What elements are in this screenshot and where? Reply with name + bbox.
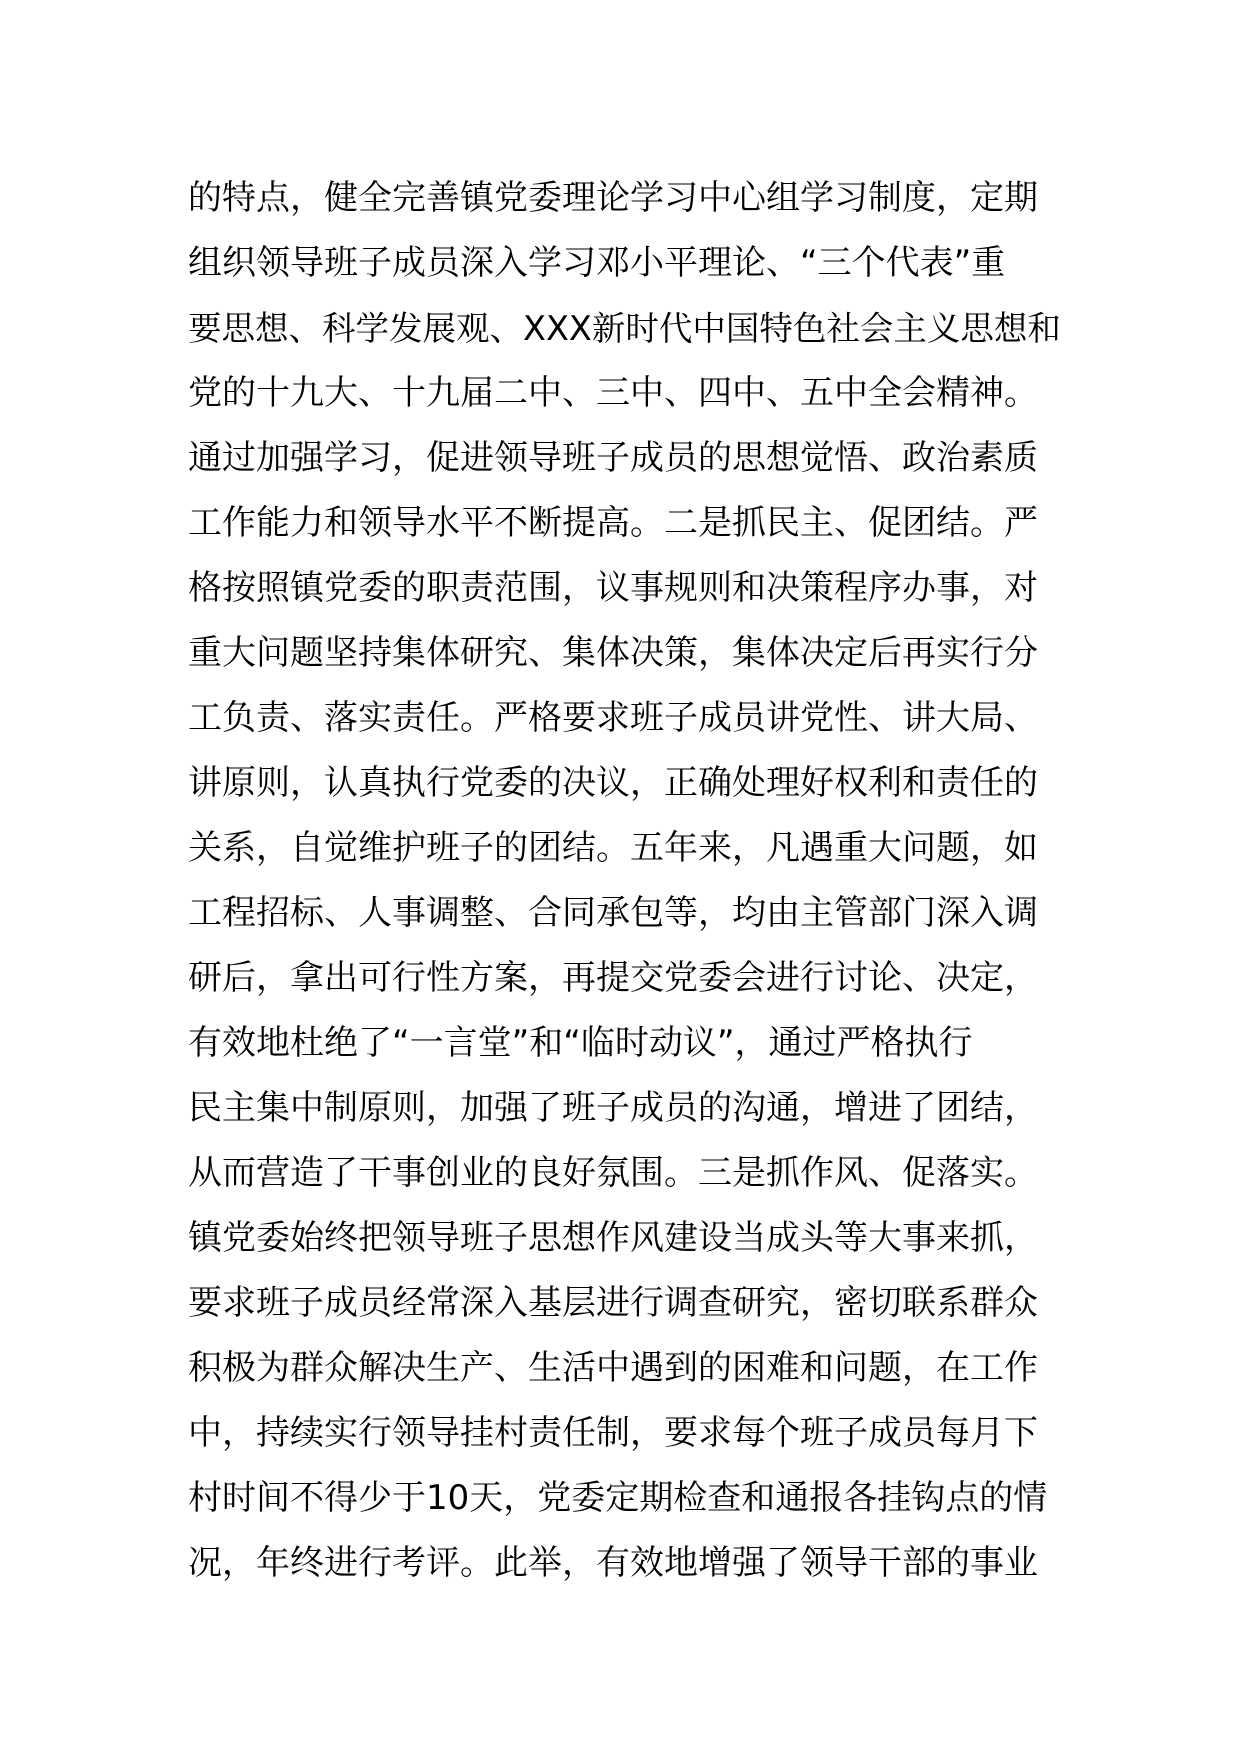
text-line: 中，持续实行领导挂村责任制，要求每个班子成员每月下: [188, 1413, 1038, 1453]
text-line: 有效地杜绝了“一言堂”和“临时动议”，通过严格执行: [188, 1023, 973, 1063]
text-line: 研后，拿出可行性方案，再提交党委会进行讨论、决定，: [188, 958, 1038, 998]
text-line: 要求班子成员经常深入基层进行调查研究，密切联系群众: [188, 1283, 1038, 1323]
text-line: 要思想、科学发展观、XXX新时代中国特色社会主义思想和: [188, 309, 1061, 348]
text-line: 党的十九大、十九届二中、三中、四中、五中全会精神。: [188, 373, 1038, 413]
text-line: 工作能力和领导水平不断提高。二是抓民主、促团结。严: [188, 503, 1038, 543]
text-line: 的特点，健全完善镇党委理论学习中心组学习制度，定期: [188, 178, 1038, 218]
text-line: 组织领导班子成员深入学习邓小平理论、“三个代表”重: [188, 243, 1006, 283]
text-line: 积极为群众解决生产、生活中遇到的困难和问题，在工作: [188, 1348, 1038, 1388]
body-paragraph: [188, 166, 1068, 1596]
text-line: 民主集中制原则，加强了班子成员的沟通，增进了团结，: [188, 1088, 1038, 1128]
text-line: 工程招标、人事调整、合同承包等，均由主管部门深入调: [188, 893, 1038, 933]
text-line: 通过加强学习，促进领导班子成员的思想觉悟、政治素质: [188, 438, 1038, 478]
text-line: 从而营造了干事创业的良好氛围。三是抓作风、促落实。: [188, 1153, 1038, 1193]
text-line: 况，年终进行考评。此举，有效地增强了领导干部的事业: [188, 1543, 1038, 1583]
text-line: 镇党委始终把领导班子思想作风建设当成头等大事来抓，: [188, 1218, 1038, 1258]
text-line: 工负责、落实责任。严格要求班子成员讲党性、讲大局、: [188, 698, 1038, 738]
text-line: 讲原则，认真执行党委的决议，正确处理好权利和责任的: [188, 763, 1038, 803]
text-line: 村时间不得少于10天，党委定期检查和通报各挂钩点的情: [188, 1478, 1048, 1518]
text-line: 关系，自觉维护班子的团结。五年来，凡遇重大问题，如: [188, 828, 1038, 868]
text-line: 格按照镇党委的职责范围，议事规则和决策程序办事，对: [188, 568, 1038, 608]
text-line: 重大问题坚持集体研究、集体决策，集体决定后再实行分: [188, 633, 1038, 673]
